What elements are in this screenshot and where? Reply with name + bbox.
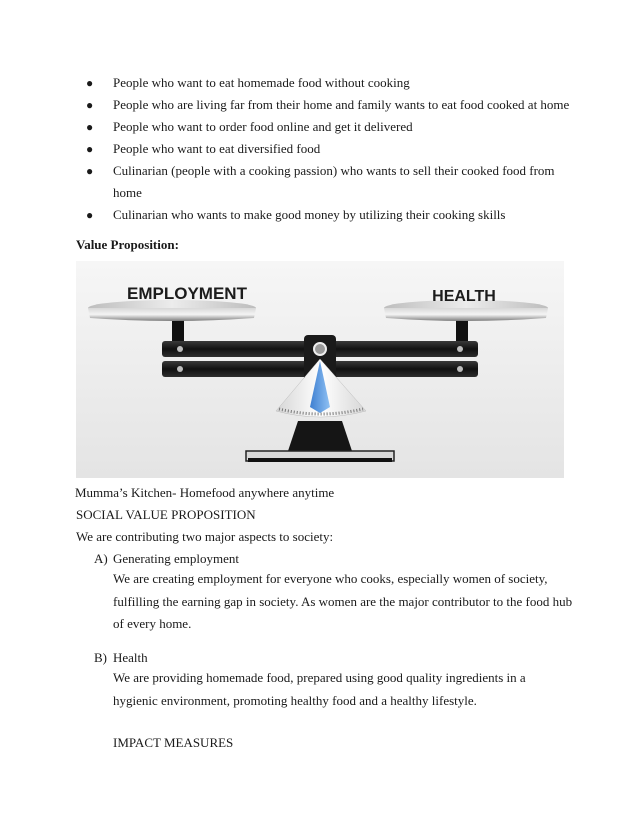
intro-text: We are contributing two major aspects to society: <box>76 529 334 544</box>
list-item: ● People who are living far from their home and family wants to eat food cooked at home <box>84 94 584 116</box>
aspect-title-employment: Generating employment <box>113 551 239 566</box>
pan-label-health: HEALTH <box>432 288 496 305</box>
pan-label-employment: EMPLOYMENT <box>127 284 247 303</box>
bullet-icon: ● <box>86 142 94 156</box>
impact-measures-heading: IMPACT MEASURES <box>113 735 234 750</box>
bullet-icon: ● <box>86 120 94 134</box>
aspect-marker-a: A) <box>94 551 108 566</box>
balance-scale-icon <box>76 261 564 478</box>
social-value-heading: SOCIAL VALUE PROPOSITION <box>76 507 256 522</box>
aspect-title-health: Health <box>113 650 148 665</box>
list-item: ● People who want to order food online and get it delivered <box>84 116 584 138</box>
aspect-body-employment: We are creating employment for everyone who cooks, especially women of society, fulfilling the earning gap in society. As women are the major contributor to the food hub of every home. <box>113 571 573 631</box>
list-item: ● Culinarian who wants to make good money by utilizing their cooking skills <box>84 204 584 226</box>
bullet-icon: ● <box>86 164 94 178</box>
list-item: ● People who want to eat homemade food without cooking <box>84 72 584 94</box>
figure-caption: Mumma’s Kitchen- Homefood anywhere anytime <box>75 485 335 500</box>
list-item: ● Culinarian (people with a cooking passion) who wants to sell their cooked food from home <box>84 160 584 204</box>
aspect-body-health: We are providing homemade food, prepared using good quality ingredients in a hygienic environment, promoting healthy food and a healthy lifestyle. <box>113 670 526 708</box>
bullet-icon: ● <box>86 208 94 222</box>
aspect-marker-b: B) <box>94 650 107 665</box>
value-proposition-heading: Value Proposition: <box>76 237 179 252</box>
list-item: ● People who want to eat diversified food <box>84 138 584 160</box>
balance-scale-figure <box>76 261 564 478</box>
bullet-icon: ● <box>86 98 94 112</box>
bullet-icon: ● <box>86 76 94 90</box>
target-customers-list <box>84 72 584 226</box>
